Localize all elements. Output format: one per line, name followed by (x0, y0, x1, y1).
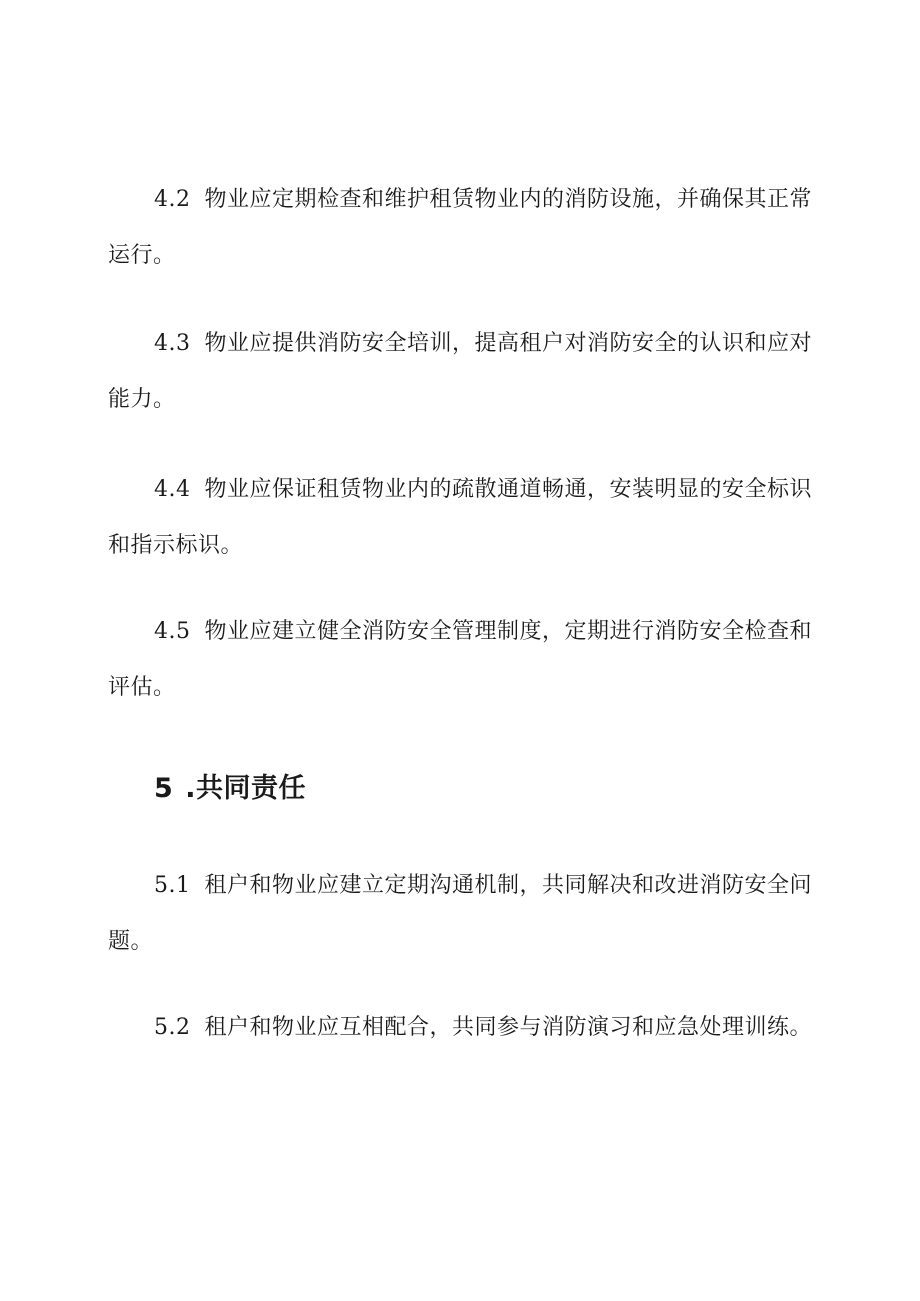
clause-number: 5.2 (154, 1015, 191, 1040)
clause-4-2 (108, 172, 828, 284)
section-heading (154, 765, 306, 813)
clause-text: 物业应定期检查和维护租赁物业内的消防设施，并确保其正常运行。 (108, 187, 813, 268)
clause-5-1 (108, 858, 828, 970)
section-title: .共同责任 (185, 773, 307, 804)
clause-text: 物业应保证租赁物业内的疏散通道畅通，安装明显的安全标识和指示标识。 (108, 477, 813, 558)
clause-number: 4.4 (154, 477, 191, 502)
clause-text: 物业应提供消防安全培训，提高租户对消防安全的认识和应对能力。 (108, 331, 813, 412)
clause-4-4 (108, 462, 828, 574)
clause-5-2 (108, 1000, 828, 1056)
clause-4-3 (108, 316, 828, 428)
clause-text: 租户和物业应建立定期沟通机制，共同解决和改进消防安全问题。 (108, 873, 813, 954)
clause-number: 4.3 (154, 331, 191, 356)
section-number: 5 (154, 773, 174, 804)
clause-number: 4.5 (154, 619, 191, 644)
clause-number: 5.1 (154, 873, 191, 898)
clause-number: 4.2 (154, 187, 191, 212)
clause-text: 物业应建立健全消防安全管理制度，定期进行消防安全检查和评估。 (108, 619, 813, 700)
clause-text: 租户和物业应互相配合，共同参与消防演习和应急处理训练。 (204, 1015, 813, 1040)
clause-4-5 (108, 604, 828, 716)
